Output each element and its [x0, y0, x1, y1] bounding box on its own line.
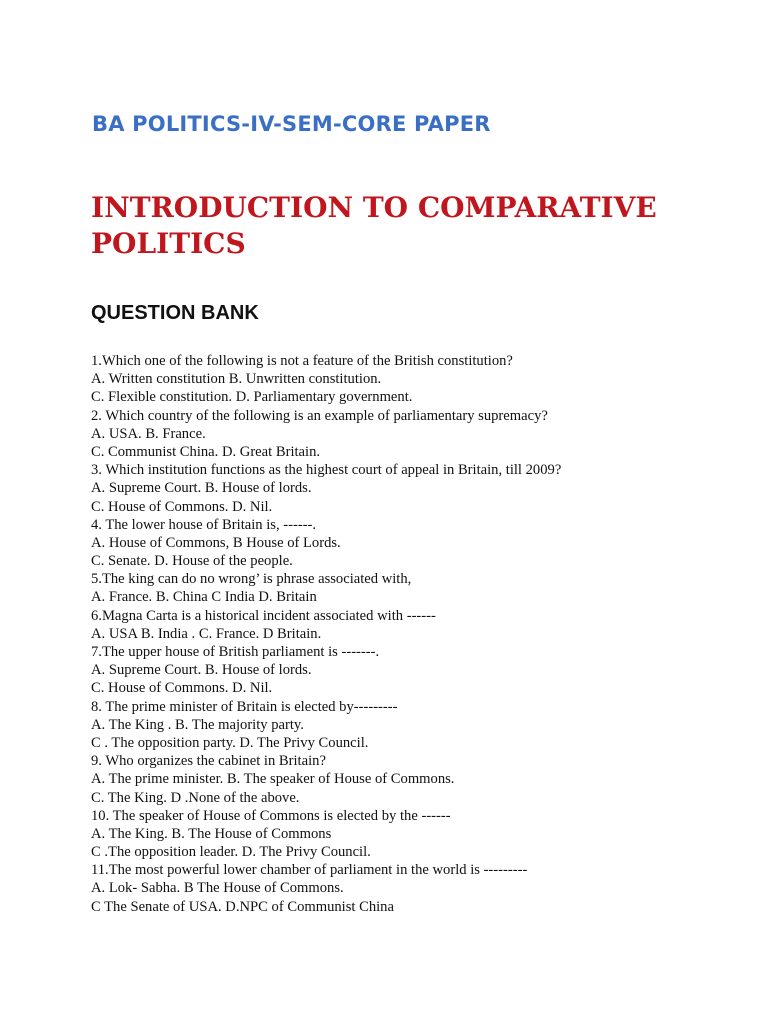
answer-options-line: A. Supreme Court. B. House of lords.: [91, 480, 312, 497]
question-line: 4. The lower house of Britain is, ------.: [91, 516, 317, 533]
question-line: 3. Which institution functions as the highest court of appeal in Britain, till 2009?: [91, 462, 562, 479]
course-title: BA POLITICS-IV-SEM-CORE PAPER: [92, 112, 491, 136]
answer-options-line: C. The King. D .None of the above.: [91, 789, 300, 806]
answer-options-line: C. Flexible constitution. D. Parliamentary government.: [91, 389, 413, 406]
answer-options-line: A. The King. B. The House of Commons: [91, 825, 332, 842]
question-line: 6.Magna Carta is a historical incident associated with ------: [91, 607, 436, 624]
answer-options-line: A. USA. B. France.: [91, 425, 206, 442]
answer-options-line: A. France. B. China C India D. Britain: [91, 589, 317, 606]
answer-options-line: C. House of Commons. D. Nil.: [91, 680, 273, 697]
section-heading: QUESTION BANK: [91, 302, 259, 324]
answer-options-line: A. Lok- Sabha. B The House of Commons.: [91, 880, 344, 897]
question-line: 9. Who organizes the cabinet in Britain?: [91, 753, 326, 770]
question-line: 1.Which one of the following is not a feature of the British constitution?: [91, 353, 513, 369]
question-line: 5.The king can do no wrong’ is phrase associated with,: [91, 571, 412, 588]
question-line: 8. The prime minister of Britain is elected by---------: [91, 698, 398, 715]
answer-options-line: C. House of Commons. D. Nil.: [91, 498, 273, 515]
answer-options-line: A. USA B. India . C. France. D Britain.: [91, 625, 322, 642]
answer-options-line: A. House of Commons, B House of Lords.: [91, 534, 341, 551]
question-line: 11.The most powerful lower chamber of parliament in the world is ---------: [91, 862, 528, 879]
answer-options-line: A. The prime minister. B. The speaker of House of Commons.: [91, 771, 455, 788]
question-line: 2. Which country of the following is an example of parliamentary supremacy?: [91, 407, 548, 424]
answer-options-line: A. Supreme Court. B. House of lords.: [91, 662, 312, 679]
question-line: 10. The speaker of House of Commons is elected by the ------: [91, 807, 451, 824]
question-list: [91, 352, 731, 916]
answer-options-line: C. Communist China. D. Great Britain.: [91, 443, 321, 460]
question-line: 7.The upper house of British parliament is -------.: [91, 644, 380, 660]
answer-options-line: C .The opposition leader. D. The Privy Council.: [91, 844, 371, 861]
answer-options-line: C The Senate of USA. D.NPC of Communist China: [91, 898, 394, 915]
answer-options-line: C. Senate. D. House of the people.: [91, 553, 293, 570]
answer-options-line: A. The King . B. The majority party.: [91, 716, 304, 733]
answer-options-line: C . The opposition party. D. The Privy Council.: [91, 734, 369, 751]
document-title: INTRODUCTION TO COMPARATIVE POLITICS: [91, 191, 657, 260]
answer-options-line: A. Written constitution B. Unwritten constitution.: [91, 371, 382, 388]
